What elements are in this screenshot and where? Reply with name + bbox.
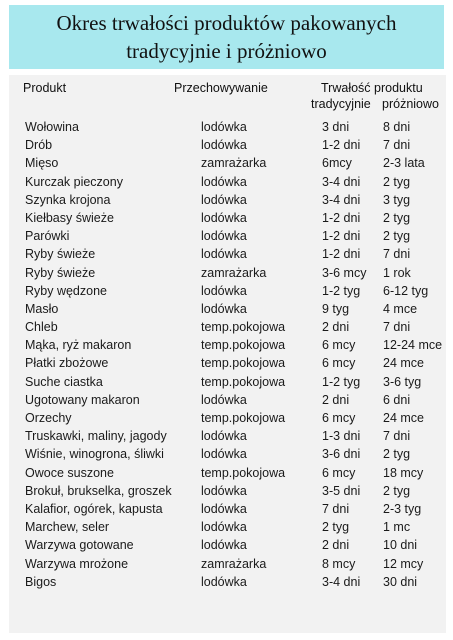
storage-cell: lodówka [201, 574, 247, 589]
storage-cell: lodówka [201, 210, 247, 225]
storage-cell: lodówka [201, 283, 247, 298]
traditional-shelf-life-cell: 3-6 mcy [322, 265, 367, 280]
table-row [9, 174, 446, 192]
vacuum-shelf-life-cell: 24 mce [383, 356, 424, 371]
vacuum-shelf-life-cell: 2-3 lata [383, 156, 425, 171]
product-cell: Suche ciastka [25, 374, 103, 389]
product-cell: Ugotowany makaron [25, 392, 140, 407]
storage-cell: temp.pokojowa [201, 374, 286, 389]
product-cell: Kurczak pieczony [25, 174, 123, 189]
storage-cell: lodówka [201, 392, 247, 407]
traditional-shelf-life-cell: 3-4 dni [322, 574, 361, 589]
traditional-shelf-life-cell: 1-2 tyg [322, 283, 361, 298]
vacuum-shelf-life-cell: 18 mcy [383, 465, 424, 480]
table-row [9, 465, 446, 483]
storage-cell: lodówka [201, 247, 247, 262]
vacuum-shelf-life-cell: 1 mc [383, 520, 411, 535]
product-cell: Mąka, ryż makaron [25, 338, 132, 353]
shelf-life-table [9, 75, 446, 633]
traditional-shelf-life-cell: 1-2 dni [322, 247, 361, 262]
product-cell: Chleb [25, 320, 58, 335]
traditional-shelf-life-cell: 2 tyg [322, 520, 350, 535]
storage-cell: lodówka [201, 138, 247, 153]
vacuum-shelf-life-cell: 6 dni [383, 392, 411, 407]
table-row [9, 556, 446, 574]
product-cell: Wołowina [25, 120, 79, 134]
table-row [9, 483, 446, 501]
storage-cell: lodówka [201, 520, 247, 535]
vacuum-shelf-life-cell: 2 tyg [383, 447, 411, 462]
vacuum-shelf-life-cell: 2 tyg [383, 483, 411, 498]
storage-cell: lodówka [201, 192, 247, 207]
storage-cell: lodówka [201, 301, 247, 316]
vacuum-shelf-life-cell: 24 mce [383, 411, 424, 425]
vacuum-shelf-life-cell: 2 tyg [383, 210, 411, 225]
vacuum-shelf-life-cell: 7 dni [383, 320, 411, 335]
table-row [9, 155, 446, 173]
vacuum-shelf-life-cell: 2 tyg [383, 229, 411, 244]
product-cell: Masło [25, 301, 59, 316]
header-traditional: tradycyjnie [311, 97, 371, 111]
product-cell: Płatki zbożowe [25, 356, 109, 371]
table-row [9, 301, 446, 319]
product-cell: Brokuł, brukselka, groszek [25, 483, 172, 498]
traditional-shelf-life-cell: 6 mcy [322, 411, 356, 425]
traditional-shelf-life-cell: 3-6 dni [322, 447, 361, 462]
table-row [9, 374, 446, 392]
storage-cell: temp.pokojowa [201, 356, 286, 371]
storage-cell: lodówka [201, 447, 247, 462]
storage-cell: lodówka [201, 174, 247, 189]
storage-cell: lodówka [201, 429, 247, 444]
table-row [9, 283, 446, 301]
traditional-shelf-life-cell: 2 dni [322, 538, 350, 553]
traditional-shelf-life-cell: 3-5 dni [322, 483, 361, 498]
traditional-shelf-life-cell: 2 dni [322, 392, 350, 407]
product-cell: Bigos [25, 574, 57, 589]
table-row [9, 337, 446, 355]
storage-cell: temp.pokojowa [201, 338, 286, 353]
traditional-shelf-life-cell: 1-2 dni [322, 210, 361, 225]
vacuum-shelf-life-cell: 7 dni [383, 429, 411, 444]
table-row [9, 119, 446, 137]
table-row [9, 537, 446, 555]
product-cell: Warzywa mrożone [25, 556, 129, 571]
vacuum-shelf-life-cell: 7 dni [383, 138, 411, 153]
vacuum-shelf-life-cell: 4 mce [383, 301, 418, 316]
product-cell: Marchew, seler [25, 520, 110, 535]
table-row [9, 228, 446, 246]
product-cell: Ryby świeże [25, 247, 96, 262]
vacuum-shelf-life-cell: 12-24 mce [383, 338, 443, 353]
traditional-shelf-life-cell: 6 mcy [322, 356, 356, 371]
traditional-shelf-life-cell: 2 dni [322, 320, 350, 335]
title-banner [9, 5, 444, 69]
title-line-1: Okres trwałości produktów pakowanych [56, 11, 397, 35]
traditional-shelf-life-cell: 1-2 tyg [322, 374, 361, 389]
vacuum-shelf-life-cell: 2-3 tyg [383, 501, 422, 516]
vacuum-shelf-life-cell: 6-12 tyg [383, 283, 429, 298]
product-cell: Kiełbasy świeże [25, 210, 114, 225]
traditional-shelf-life-cell: 6 mcy [322, 465, 356, 480]
storage-cell: lodówka [201, 538, 247, 553]
table-row [9, 265, 446, 283]
storage-cell: temp.pokojowa [201, 411, 286, 425]
product-cell: Wiśnie, winogrona, śliwki [25, 447, 164, 462]
traditional-shelf-life-cell: 1-3 dni [322, 429, 361, 444]
traditional-shelf-life-cell: 3-4 dni [322, 192, 361, 207]
traditional-shelf-life-cell: 3 dni [322, 120, 350, 134]
table-row [9, 501, 446, 519]
storage-cell: lodówka [201, 483, 247, 498]
traditional-shelf-life-cell: 9 tyg [322, 301, 350, 316]
table-row [9, 246, 446, 264]
header-product: Produkt [23, 81, 67, 95]
product-cell: Warzywa gotowane [25, 538, 134, 553]
table-row [9, 319, 446, 337]
table-row [9, 355, 446, 373]
table-row [9, 446, 446, 464]
vacuum-shelf-life-cell: 30 dni [383, 574, 418, 589]
product-cell: Owoce suszone [25, 465, 114, 480]
storage-cell: lodówka [201, 120, 247, 134]
traditional-shelf-life-cell: 6 mcy [322, 338, 356, 353]
product-cell: Mięso [25, 156, 59, 171]
table-row [9, 192, 446, 210]
storage-cell: temp.pokojowa [201, 465, 286, 480]
product-cell: Parówki [25, 229, 70, 244]
product-cell: Ryby świeże [25, 265, 96, 280]
product-cell: Ryby wędzone [25, 283, 107, 298]
header-shelf-life: Trwałość produktu [321, 81, 423, 95]
table-row [9, 428, 446, 446]
traditional-shelf-life-cell: 3-4 dni [322, 174, 361, 189]
title-line-2: tradycyjnie i próżniowo [126, 39, 327, 63]
header-vacuum: próżniowo [382, 97, 439, 111]
traditional-shelf-life-cell: 1-2 dni [322, 229, 361, 244]
table-body [9, 119, 446, 592]
vacuum-shelf-life-cell: 1 rok [383, 265, 411, 280]
table-row [9, 392, 446, 410]
table-row [9, 137, 446, 155]
vacuum-shelf-life-cell: 12 mcy [383, 556, 424, 571]
vacuum-shelf-life-cell: 2 tyg [383, 174, 411, 189]
table-row [9, 410, 446, 428]
product-cell: Truskawki, maliny, jagody [25, 429, 167, 444]
header-storage: Przechowywanie [174, 81, 268, 95]
storage-cell: zamrażarka [201, 156, 267, 171]
vacuum-shelf-life-cell: 3-6 tyg [383, 374, 422, 389]
product-cell: Orzechy [25, 411, 72, 425]
table-row [9, 574, 446, 592]
vacuum-shelf-life-cell: 8 dni [383, 120, 411, 134]
traditional-shelf-life-cell: 8 mcy [322, 556, 356, 571]
product-cell: Szynka krojona [25, 192, 111, 207]
vacuum-shelf-life-cell: 3 tyg [383, 192, 411, 207]
product-cell: Drób [25, 138, 53, 153]
product-cell: Kalafior, ogórek, kapusta [25, 501, 163, 516]
storage-cell: zamrażarka [201, 265, 267, 280]
traditional-shelf-life-cell: 6mcy [322, 156, 352, 171]
storage-cell: temp.pokojowa [201, 320, 286, 335]
table-row [9, 519, 446, 537]
traditional-shelf-life-cell: 1-2 dni [322, 138, 361, 153]
storage-cell: lodówka [201, 229, 247, 244]
traditional-shelf-life-cell: 7 dni [322, 501, 350, 516]
storage-cell: lodówka [201, 501, 247, 516]
vacuum-shelf-life-cell: 7 dni [383, 247, 411, 262]
vacuum-shelf-life-cell: 10 dni [383, 538, 418, 553]
storage-cell: zamrażarka [201, 556, 267, 571]
table-row [9, 210, 446, 228]
